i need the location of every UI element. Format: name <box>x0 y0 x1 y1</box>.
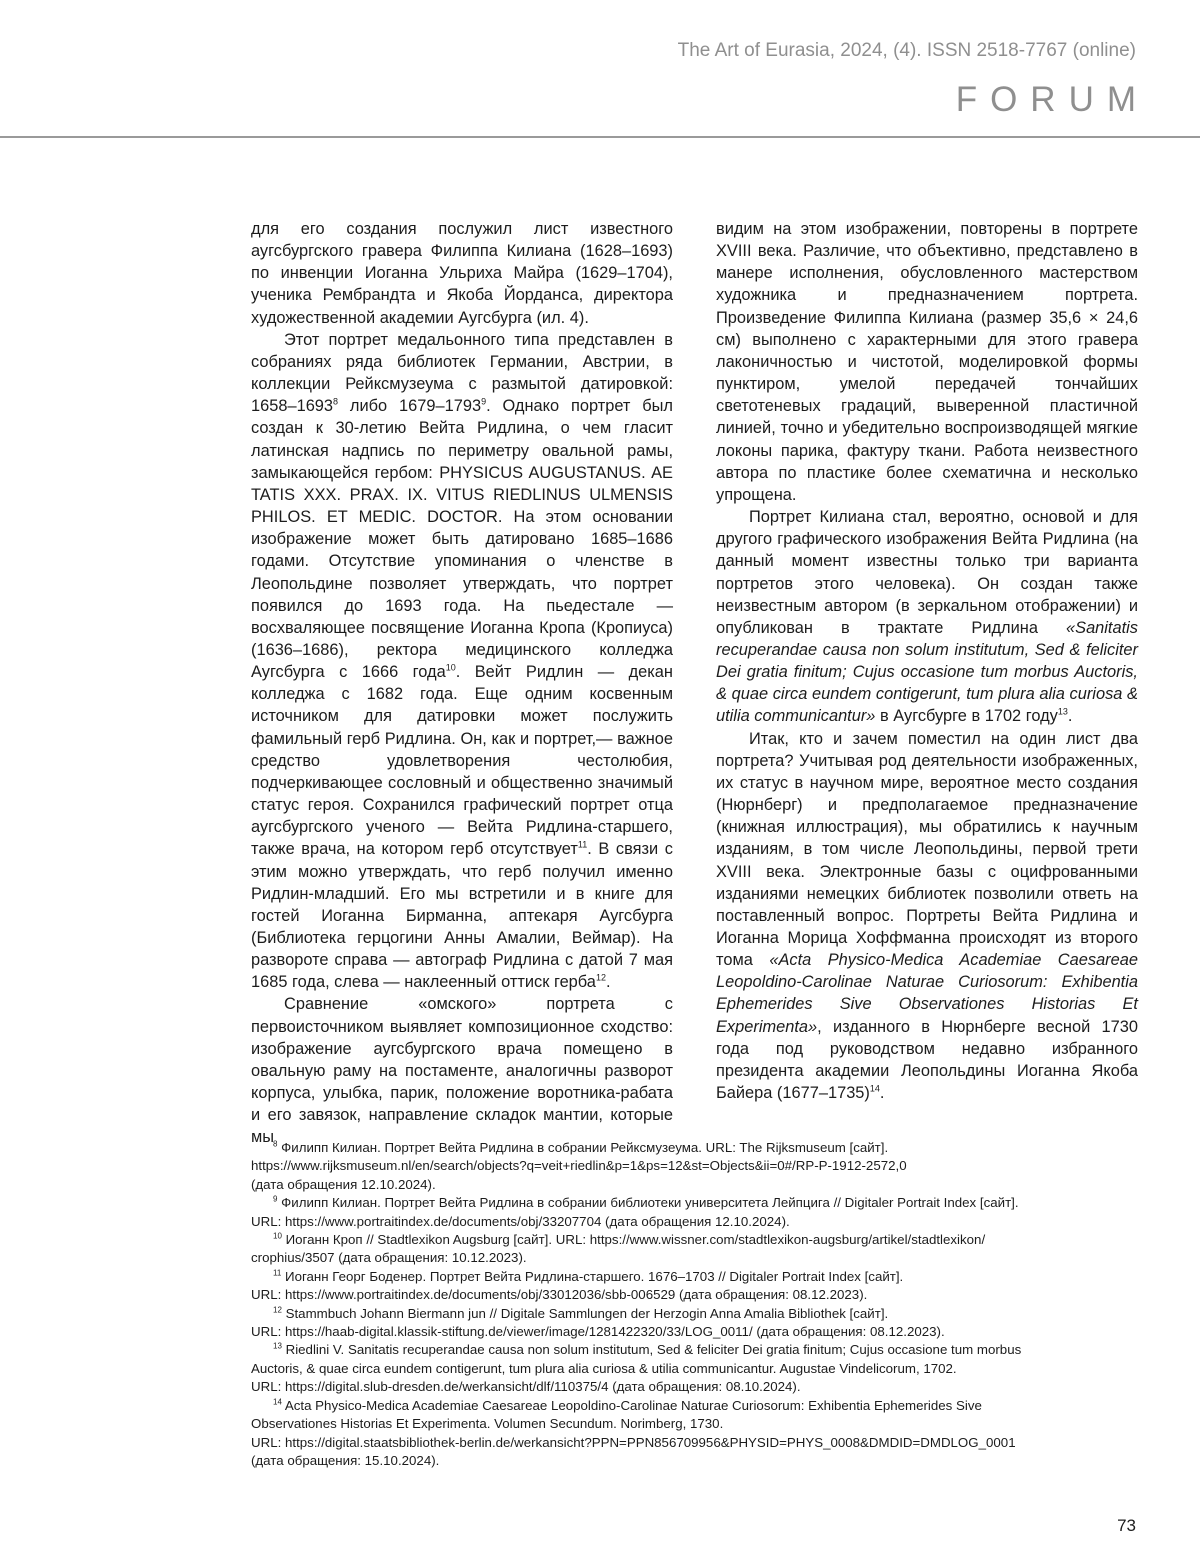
header-divider <box>0 136 1200 138</box>
right-column <box>716 218 1138 1104</box>
footnote-line: URL: https://www.portraitindex.de/documents/obj/33012036/sbb-006529 (дата обращения: 08.12.2023). <box>251 1287 868 1303</box>
section-title: FORUM <box>955 80 1149 119</box>
footnote-line: URL: https://digital.slub-dresden.de/werkansicht/dlf/110375/4 (дата обращения: 08.10.2024). <box>251 1379 801 1395</box>
footnote-ref: 12 <box>595 972 606 983</box>
footnote-ref: 14 <box>869 1083 880 1094</box>
footnote-line: URL: https://www.portraitindex.de/documents/obj/33207704 (дата обращения 12.10.2024). <box>251 1213 790 1229</box>
footnote-8: $^8$ Филипп Килиан. Портрет Вейта Ридлина в собрании Рейксмузеума. URL: The Rijksmuseum [сайт]. <box>273 1139 889 1155</box>
footnote-line: Auctoris, & quae circa eundem contigerunt, tum plura alia curiosa & utilia communicantur. Augustae Vindelicorum, 1702. <box>251 1360 957 1376</box>
footnote-ref: 13 <box>1057 706 1068 717</box>
footnotes <box>251 1139 1141 1470</box>
footnote-number: 13 <box>273 1342 282 1352</box>
footnote-number: 8 <box>273 1139 278 1149</box>
left-column <box>251 218 673 1149</box>
footnote-line: URL: https://digital.staatsbibliothek-berlin.de/werkansicht?PPN=PPN856709956&PHYSID=PHYS_0008&DMDID=DMDLOG_0001 <box>251 1434 1016 1450</box>
latin-title: «Acta Physico-Medica Academiae Caesareae Leopoldino-Carolinae Naturae Curiosorum: Exhibentia Ephemerides Sive Observationes Historias Et Experimenta» <box>716 951 1138 1036</box>
journal-header: The Art of Eurasia, 2024, (4). ISSN 2518-7767 (online) <box>677 40 1136 61</box>
paragraph: Этот портрет медальонного типа представлен в собраниях ряда библиотек Германии, Австрии, в коллекции Рейксмузеума с размытой датировкой: 1658–1693$^8$ либо 1679–1793$^9$. Однако портрет был создан к 30-летию Вейта Ридлина, о чем гласит латинская надпись по периметру овальной рамы, замыкающейся гербом: PHYSICUS AUGUSTANUS. AE TATIS XXX. PRAX. IX. VITUS RIEDLINUS ULMENSIS PHILOS. ET MEDIC. DOCTOR. На этом основании изображение может быть датировано 1685–1686 годами. Отсутствие упоминания о членстве в Леопольдине позволяет утверждать, что портрет появился до 1693 года. На пьедестале — восхваляющее посвящение Иоганна Кропа (Кропиуса) (1636–1686), ректора медицинского колледжа Аугсбурга с 1666 года$^{10}$. Вейт Ридлин — декан колледжа с 1682 года. Еще одним косвенным источником для датировки может послужить фамильный герб Ридлина. Он, как и портрет,— важное средство удовлетворения честолюбия, подчеркивающее сословный и общественно значимый статус героя. Сохранился графический портрет отца аугсбургского ученого — Вейта Ридлина-старшего, также врача, на котором герб отсутствует$^{11}$. В связи с этим можно утверждать, что герб получил именно Ридлин-младший. Его мы встретили и в книге для гостей Иоганна Бирманна, аптекаря Аугсбурга (Библиотека герцогини Анны Амалии, Веймар). На развороте справа — автограф Ридлина с датой 7 мая 1685 года, слева — наклеенный оттиск герба$^{12}$. <box>251 330 673 992</box>
footnote-ref: 10 <box>445 662 456 673</box>
paragraph: Сравнение «омского» портрета с первоисточником выявляет композиционное сходство: изображение аугсбургского врача помещено в овальную раму на постаменте, аналогичны разворот корпуса, улыбка, парик, положение воротника-рабата и его завязок, направление складок мантии, которые мы <box>251 995 673 1147</box>
footnote-line: (дата обращения: 15.10.2024). <box>251 1452 440 1468</box>
footnote-14: $^{14}$ Acta Physico-Medica Academiae Caesareae Leopoldino-Carolinae Naturae Curiosorum: Exhibentia Ephemerides Sive <box>273 1397 982 1413</box>
page-number: 73 <box>1117 1516 1136 1535</box>
footnote-number: 9 <box>273 1194 278 1204</box>
footnote-ref: 9 <box>481 396 487 407</box>
footnote-line: (дата обращения 12.10.2024). <box>251 1176 436 1192</box>
paragraph-text: Портрет Килиана стал, вероятно, основой и для другого графического изображения Вейта Ридлина (на данный момент известны только три варианта портретов этого человека). Он создан также неизвестным автором (в зеркальном отображении) и опубликован в трактате Ридлина <box>716 508 1138 637</box>
paragraph-tail: в Аугсбурге в 1702 году$^{13}$. <box>875 706 1073 726</box>
paragraph <box>716 506 1138 728</box>
footnote-line: https://www.rijksmuseum.nl/en/search/objects?q=veit+riedlin&p=1&ps=12&st=Objects&ii=0#/RP-P-1912-2572,0 <box>251 1158 907 1174</box>
footnote-9: $^9$ Филипп Килиан. Портрет Вейта Ридлина в собрании библиотеки университета Лейпцига // Digitaler Portrait Index [сайт]. <box>273 1194 1019 1211</box>
footnote-10: $^{10}$ Иоганн Кроп // Stadtlexikon Augsburg [сайт]. URL: https://www.wissner.com/stadtlexikon-augsburg/artikel/stadtlexikon/ <box>273 1231 986 1248</box>
paragraph-text: Итак, кто и зачем поместил на один лист два портрета? Учитывая род деятельности изображенных, их статус в научном мире, вероятное место создания (Нюрнберг) и предполагаемое предназначение (книжная иллюстрация), мы обратились к научным изданиям, в том числе Леопольдины, первой трети XVIII века. Электронные базы с оцифрованными изданиями немецких библиотек позволили ответь на поставленный вопрос. Портреты Вейта Ридлина и Иоганна Морица Хоффманна происходят из второго тома <box>716 729 1138 970</box>
footnote-number: 12 <box>273 1305 282 1315</box>
footnote-line: URL: https://haab-digital.klassik-stiftung.de/viewer/image/1281422320/33/LOG_0011/ (дата обращения: 08.12.2023). <box>251 1324 945 1340</box>
footnote-11: $^{11}$ Иоганн Георг Боденер. Портрет Вейта Ридлина-старшего. 1676–1703 // Digitaler Portrait Index [сайт]. <box>273 1268 904 1284</box>
footnote-ref: 11 <box>577 839 588 850</box>
footnote-number: 11 <box>273 1268 282 1278</box>
paragraph: видим на этом изображении, повторены в портрете XVIII века. Различие, что объективно, представлено в манере исполнения, обусловленного мастерством художника и предназначением портрета. Произведение Филиппа Килиана (размер 35,6 × 24,6 см) выполнено с характерными для этого гравера лаконичностью и чистотой, моделировкой формы пунктиром, умелой передачей тончайших светотеневых градаций, выверенной пластичной линией, точно и убедительно воспроизводящей мягкие локоны парика, фактуру ткани. Работа неизвестного автора по пластике более схематична и несколько упрощена. <box>716 220 1138 504</box>
paragraph-tail: , изданного в Нюрнберге весной 1730 года под руководством недавно избранного президента академии Леопольдины Иоганна Якоба Байера (1677–1735)$^{14}$. <box>716 1017 1138 1103</box>
footnote-12: $^{12}$ Stammbuch Johann Biermann jun // Digitale Sammlungen der Herzogin Anna Amalia Bibliothek [сайт]. <box>273 1305 889 1321</box>
footnote-line: crophius/3507 (дата обращения: 10.12.2023). <box>251 1250 527 1266</box>
footnote-number: 14 <box>273 1397 282 1407</box>
paragraph: для его создания послужил лист известного аугсбургского гравера Филиппа Килиана (1628–1693) по инвенции Иоганна Ульриха Майра (1629–1704), ученика Рембрандта и Якоба Йорданса, директора художественной академии Аугсбурга (ил. 4). <box>251 220 673 327</box>
footnote-13: $^{13}$ Riedlini V. Sanitatis recuperandae causa non solum institutum, Sed & feliciter Dei gratia finitum; Cujus occasione tum morbus <box>273 1342 1022 1358</box>
footnote-ref: 8 <box>333 396 339 407</box>
paragraph <box>716 728 1138 1105</box>
latin-title: «Sanitatis recuperandae causa non solum institutum, Sed & feliciter Dei gratia finitum; Cujus occasione tum morbus Auctoris, & quae circa eundem contigerunt, tum plura alia curiosa & utilia communicantur» <box>716 618 1138 726</box>
footnote-number: 10 <box>273 1231 282 1241</box>
footnote-line: Observationes Historias Et Experimenta. Volumen Secundum. Norimberg, 1730. <box>251 1416 724 1432</box>
